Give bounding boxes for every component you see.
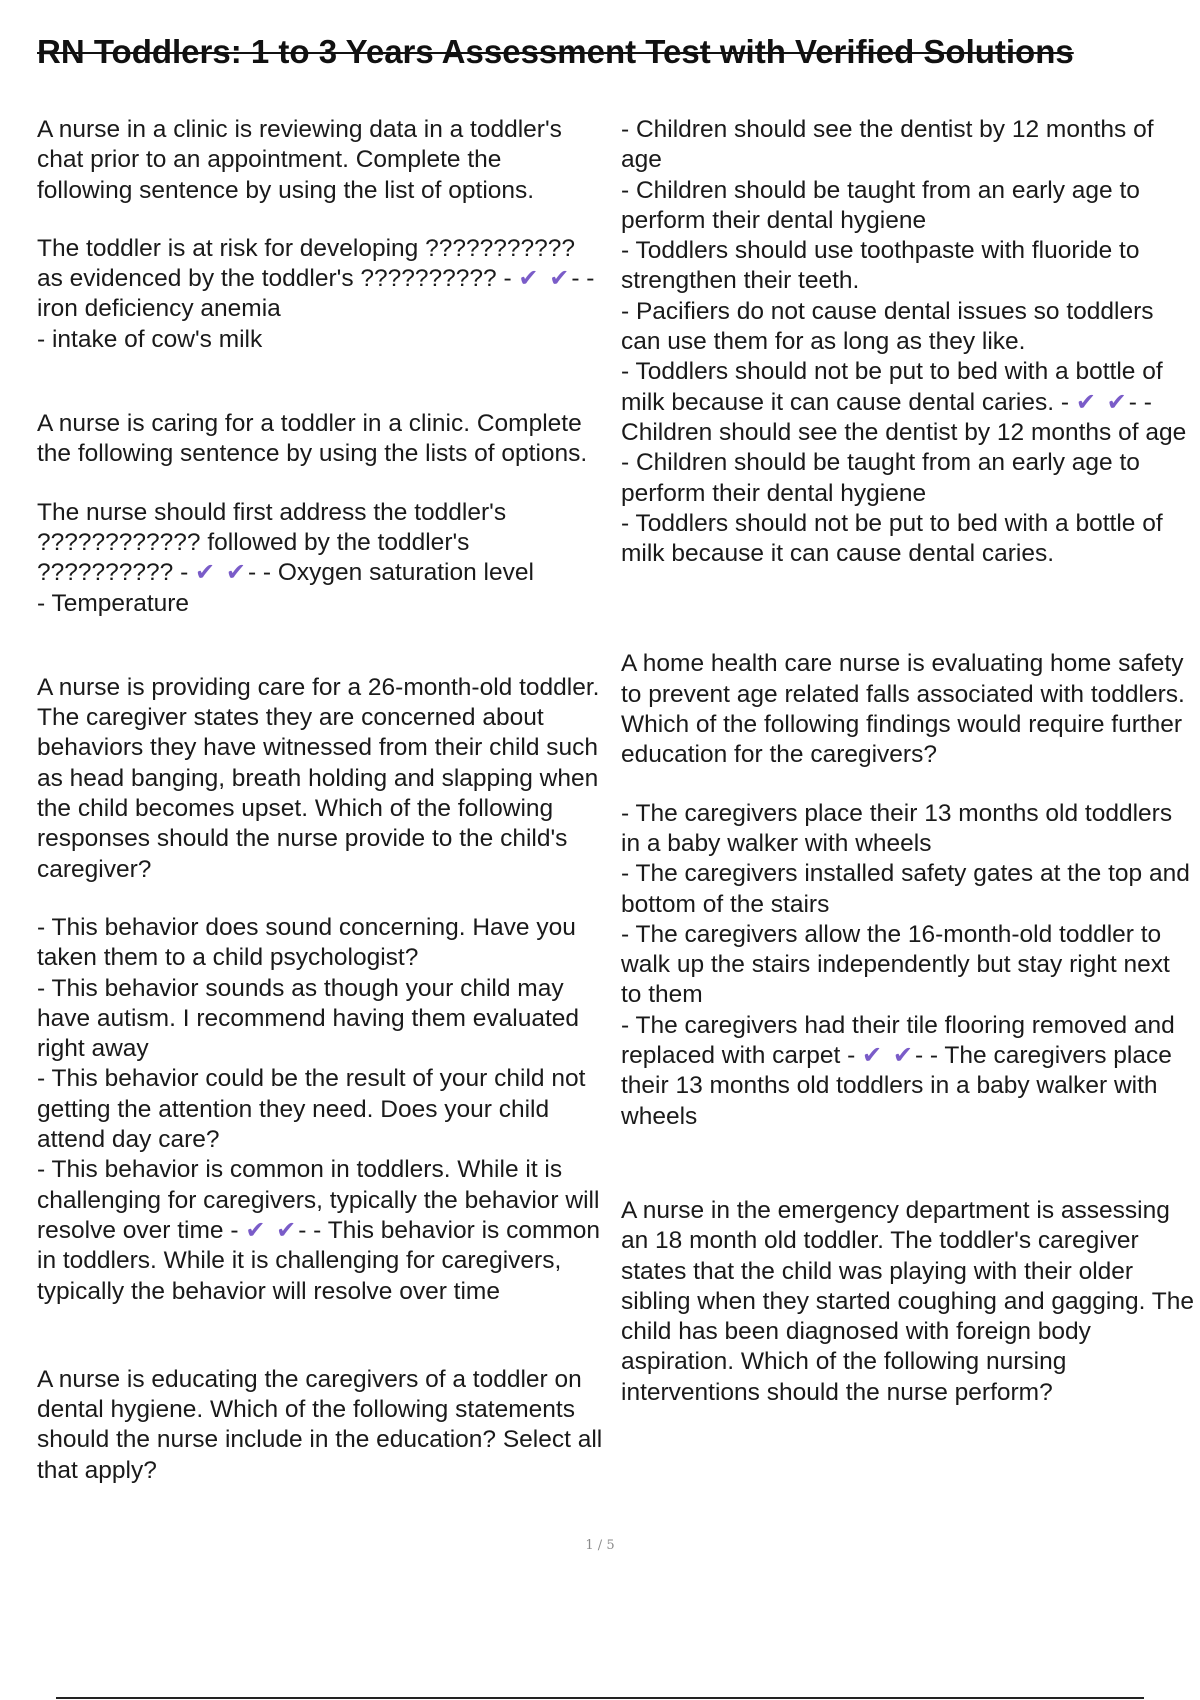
question-3-answer — [37, 913, 603, 1307]
left-column — [37, 115, 603, 1486]
page-title: RN Toddlers: 1 to 3 Years Assessment Test with Verified Solutions — [37, 33, 1074, 70]
question-2-sentence: The nurse should first address the toddler's ???????????? followed by the toddler's ?????????? - — [37, 498, 507, 587]
question-1 — [37, 115, 603, 355]
question-5 — [621, 649, 1196, 1131]
question-1-answer-b: - intake of cow's milk — [37, 325, 263, 353]
question-3-correct-answer: - - This behavior is common in toddlers. While it is challenging for caregivers, typically the behavior will resolve over time — [37, 1216, 601, 1305]
question-4-options: - Children should see the dentist by 12 months of age - Children should be taught from an early age to perform their dental hygiene - Toddlers should use toothpaste with fluoride to strengthen their teeth. - Pacifiers do not cause dental issues so toddlers can use them for as long as they like. - Toddlers should not be put to bed with a bottle of milk because it can cause dental caries. - — [621, 116, 1163, 416]
question-4-start — [37, 1365, 603, 1486]
question-3 — [37, 673, 603, 1307]
question-3-options: - This behavior does sound concerning. Have you taken them to a child psychologist? - This behavior sounds as though your child may have autism. I recommend having them evaluated right away - This behavior could be the result of your child not getting the attention they need. Does your child attend day care? - This behavior is common in toddlers. While it is challenging for caregivers, typically the behavior will resolve over time - — [37, 913, 600, 1244]
check-marks-icon: ✔ ✔ — [245, 1216, 299, 1244]
question-5-answer — [621, 799, 1196, 1132]
question-2-stem: A nurse is caring for a toddler in a clinic. Complete the following sentence by using the lists of options. — [37, 410, 588, 468]
right-column — [621, 115, 1196, 1408]
question-1-sentence: The toddler is at risk for developing ??????????? as evidenced by the toddler's ?????????? - — [37, 234, 575, 293]
question-4-correct-answer: - - Children should see the dentist by 12 months of age - Children should be taught from an early age to perform their dental hygiene - Toddlers should not be put to bed with a bottle of milk because it can cause dental caries. — [621, 388, 1187, 568]
check-marks-icon: ✔ ✔ — [862, 1042, 915, 1070]
question-1-answer — [37, 234, 603, 355]
check-marks-icon: ✔ ✔ — [195, 559, 248, 587]
question-5-correct-answer: - - The caregivers place their 13 months old toddlers in a baby walker with wheels — [621, 1042, 1172, 1130]
question-6 — [621, 1196, 1196, 1408]
question-3-stem: A nurse is providing care for a 26-month-old toddler. The caregiver states they are concerned about behaviors they have witnessed from their child such as head banging, breath holding and slapping when the child becomes upset. Which of the following responses should the nurse provide to the child's caregiver? — [37, 673, 600, 883]
question-2-answer-b: - Temperature — [37, 589, 190, 617]
footer-rule — [56, 1697, 1144, 1699]
question-6-stem: A nurse in the emergency department is assessing an 18 month old toddler. The toddler's caregiver states that the child was playing with their older sibling when they started coughing and gagging. The child has been diagnosed with foreign body aspiration. Which of the following nursing interventions should the nurse perform? — [621, 1196, 1194, 1406]
question-1-answer-a: - - iron deficiency anemia — [37, 265, 595, 323]
question-2-answer — [37, 498, 603, 619]
check-marks-icon: ✔ ✔ — [1075, 388, 1129, 416]
question-2 — [37, 409, 603, 619]
check-marks-icon: ✔ ✔ — [518, 265, 572, 293]
question-5-options: - The caregivers place their 13 months old toddlers in a baby walker with wheels - The caregivers installed safety gates at the top and bottom of the stairs - The caregivers allow the 16-month-old toddler to walk up the stairs independently but stay right next to them - The caregivers had their tile flooring removed and replaced with carpet - — [621, 799, 1190, 1070]
question-5-stem: A home health care nurse is evaluating home safety to prevent age related falls associated with toddlers. Which of the following findings would require further education for the caregivers? — [621, 650, 1185, 769]
question-1-stem: A nurse in a clinic is reviewing data in a toddler's chat prior to an appointment. Complete the following sentence by using the list of options. — [37, 116, 562, 204]
page-number: 1 / 5 — [585, 1538, 615, 1553]
question-4-answer — [621, 115, 1196, 569]
question-4-stem: A nurse is educating the caregivers of a toddler on dental hygiene. Which of the following statements should the nurse include in the education? Select all that apply? — [37, 1365, 603, 1484]
question-4-continued — [621, 115, 1196, 569]
question-2-answer-a: - - Oxygen saturation level — [247, 559, 534, 587]
